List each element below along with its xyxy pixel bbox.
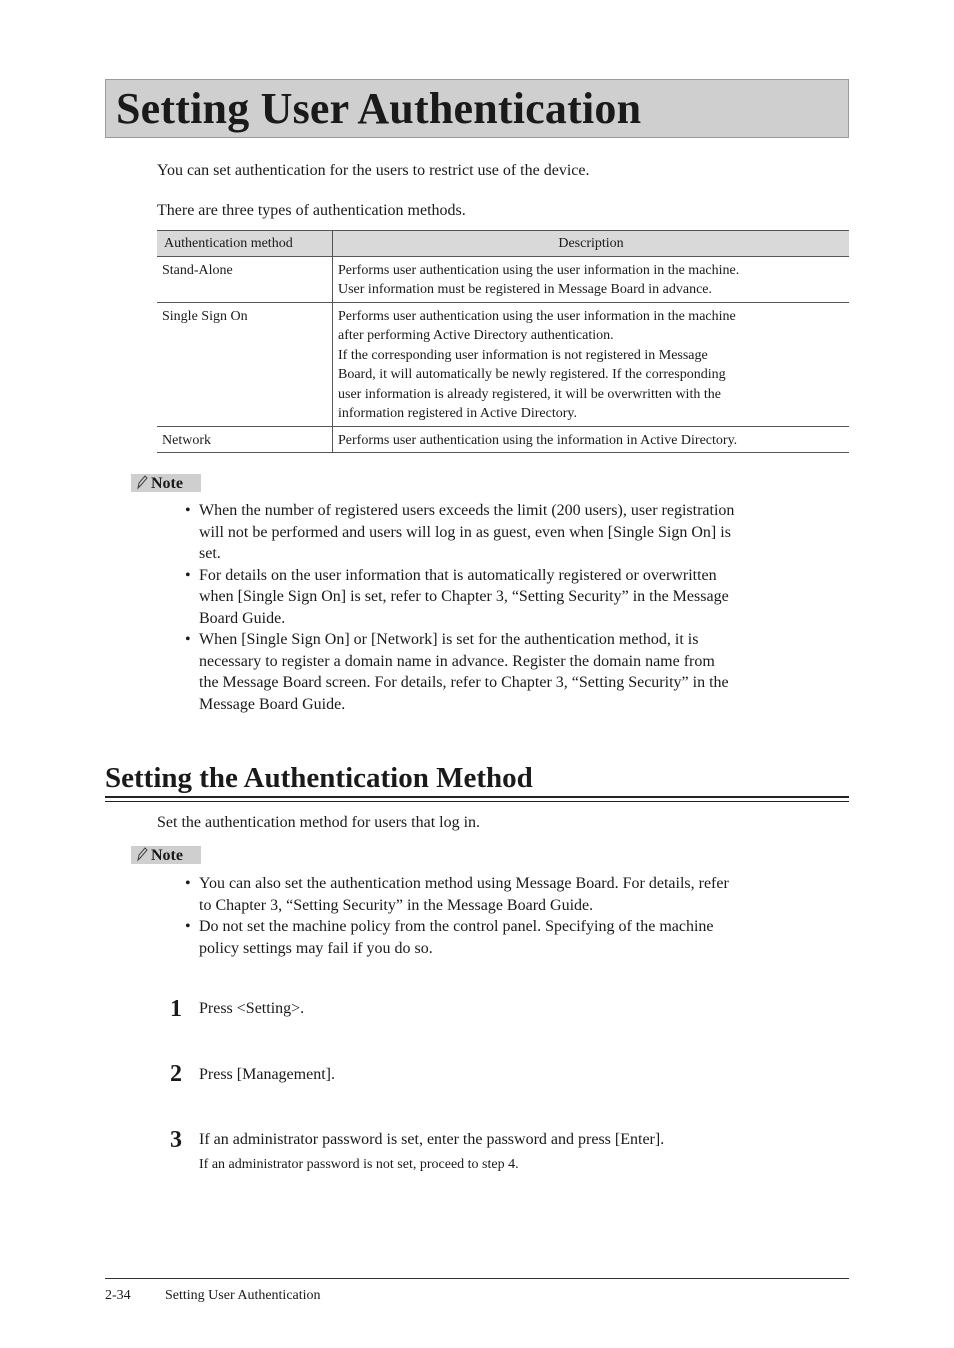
- list-item: • For details on the user information that is automatically registered or overwritten when [Single Sign On] is set, refer to Chapter 3, “Setting Security” in the Message Board Guide.: [185, 565, 855, 630]
- list-item: • When [Single Sign On] or [Network] is set for the authentication method, it is necessary to register a domain name in advance. Register the domain name from the Message Board screen. For details, refer to Chapter 3, “Setting Security” in the Message Board Guide.: [185, 629, 855, 715]
- step-number: 1: [170, 996, 182, 1022]
- note-line: Board Guide.: [199, 609, 286, 627]
- note-badge: [131, 846, 201, 864]
- footer-section: Setting User Authentication: [165, 1288, 321, 1303]
- step-text: Press [Management].: [199, 1066, 335, 1083]
- description-line: If the corresponding user information is not registered in Message: [338, 347, 708, 363]
- intro-line-1: You can set authentication for the users to restrict use of the device.: [157, 162, 590, 179]
- note-line: when [Single Sign On] is set, refer to Chapter 3, “Setting Security” in the Message: [199, 588, 729, 605]
- table-header-row: [157, 231, 849, 257]
- note-label: Note: [151, 847, 183, 864]
- section-intro: Set the authentication method for users that log in.: [157, 814, 481, 831]
- note-line: necessary to register a domain name in advance. Register the domain name from: [199, 652, 715, 670]
- description-line: Performs user authentication using the user information in the machine.: [338, 262, 740, 278]
- list-item: • When the number of registered users exceeds the limit (200 users), user registration will not be performed and users will log in as guest, even when [Single Sign On] is set.: [185, 500, 855, 565]
- note-line: will not be performed and users will log in as guest, even when [Single Sign On] is: [199, 523, 731, 541]
- header-method: Authentication method: [157, 231, 333, 257]
- authentication-methods-table: [157, 230, 849, 453]
- list-item: • You can also set the authentication method using Message Board. For details, refer to Chapter 3, “Setting Security” in the Message Board Guide.: [185, 873, 855, 916]
- note-line: the Message Board screen. For details, refer to Chapter 3, “Setting Security” in the: [199, 674, 729, 691]
- note-badge: [131, 474, 201, 492]
- table-row: [157, 256, 849, 302]
- note-list: [185, 873, 855, 959]
- note-line: to Chapter 3, “Setting Security” in the Message Board Guide.: [199, 896, 594, 914]
- note-line: Do not set the machine policy from the control panel. Specifying of the machine: [199, 918, 714, 935]
- pencil-icon: [135, 846, 149, 862]
- description-line: information registered in Active Directory.: [338, 406, 577, 421]
- intro-line-2: There are three types of authentication methods.: [157, 202, 466, 219]
- note-list: [185, 500, 855, 715]
- method-cell: Single Sign On: [157, 302, 333, 426]
- description-line: Board, it will automatically be newly registered. If the corresponding: [338, 367, 726, 382]
- footer-page-number: 2-34: [105, 1288, 131, 1303]
- header-description: Description: [333, 231, 850, 257]
- method-cell: Stand-Alone: [157, 256, 333, 302]
- section-rule: [105, 801, 849, 802]
- step-number: 3: [170, 1127, 182, 1153]
- note-line: Message Board Guide.: [199, 695, 346, 713]
- step-text: Press <Setting>.: [199, 1000, 305, 1017]
- section-title: Setting the Authentication Method: [105, 762, 533, 794]
- note-line: policy settings may fail if you do so.: [199, 939, 433, 957]
- description-cell: [333, 426, 850, 453]
- note-line: set.: [199, 545, 221, 562]
- note-line: You can also set the authentication method using Message Board. For details, refer: [199, 875, 729, 892]
- page-title-bar: [105, 79, 849, 138]
- table-row: [157, 426, 849, 453]
- description-line: after performing Active Directory authentication.: [338, 328, 614, 343]
- note-line: When the number of registered users exceeds the limit (200 users), user registration: [199, 502, 735, 519]
- description-cell: [333, 256, 850, 302]
- description-line: user information is already registered, it will be overwritten with the: [338, 386, 721, 402]
- description-line: Performs user authentication using the user information in the machine: [338, 308, 736, 324]
- footer-rule: [105, 1278, 849, 1279]
- note-line: When [Single Sign On] or [Network] is set for the authentication method, it is: [199, 631, 699, 648]
- step-number: 2: [170, 1061, 182, 1087]
- pencil-icon: [135, 474, 149, 490]
- description-line: Performs user authentication using the information in Active Directory.: [338, 432, 738, 448]
- list-item: • Do not set the machine policy from the control panel. Specifying of the machine policy settings may fail if you do so.: [185, 916, 855, 959]
- page-title: Setting User Authentication: [116, 84, 642, 133]
- step-text: If an administrator password is set, enter the password and press [Enter].: [199, 1131, 665, 1148]
- method-cell: Network: [157, 426, 333, 453]
- section-rule: [105, 796, 849, 798]
- note-line: For details on the user information that is automatically registered or overwritten: [199, 566, 717, 584]
- description-cell: [333, 302, 850, 426]
- step-subtext: If an administrator password is not set, proceed to step 4.: [199, 1157, 519, 1172]
- table-row: [157, 302, 849, 426]
- description-line: User information must be registered in Message Board in advance.: [338, 282, 713, 297]
- note-label: Note: [151, 475, 183, 492]
